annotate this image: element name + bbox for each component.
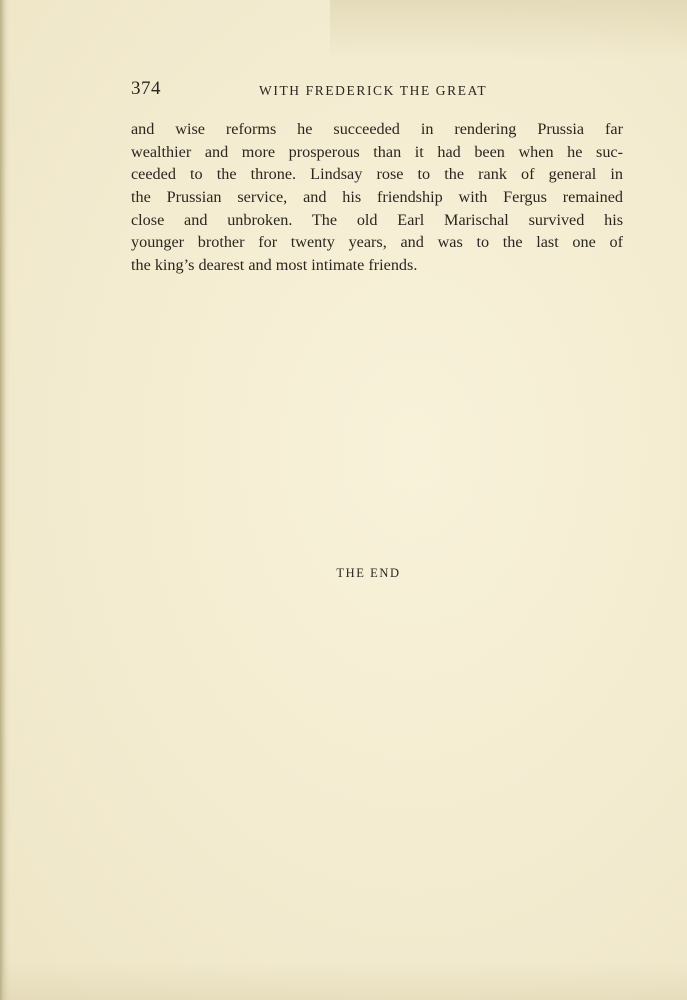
page-top-shading [330,0,687,60]
text-line: ceeded to the throne. Lindsay rose to the rank of general in [131,165,623,184]
text-line: and wise reforms he succeeded in rendering Prussia far [131,120,623,138]
text-line: the Prussian service, and his friendship with Fergus remained [131,188,623,207]
the-end-marker: THE END [336,566,401,580]
text-line: younger brother for twenty years, and was to the last one of [131,233,623,252]
text-line: wealthier and more prosperous than it had been when he suc- [131,142,623,161]
text-line: the king’s dearest and most intimate friends. [131,256,418,275]
running-title: WITH FREDERICK THE GREAT [259,83,488,98]
page-number: 374 [131,78,161,99]
text-line: close and unbroken. The old Earl Marischal survived his [131,210,623,229]
body-paragraph [131,118,623,277]
running-header [131,78,623,104]
page-binding-edge [0,0,6,1000]
